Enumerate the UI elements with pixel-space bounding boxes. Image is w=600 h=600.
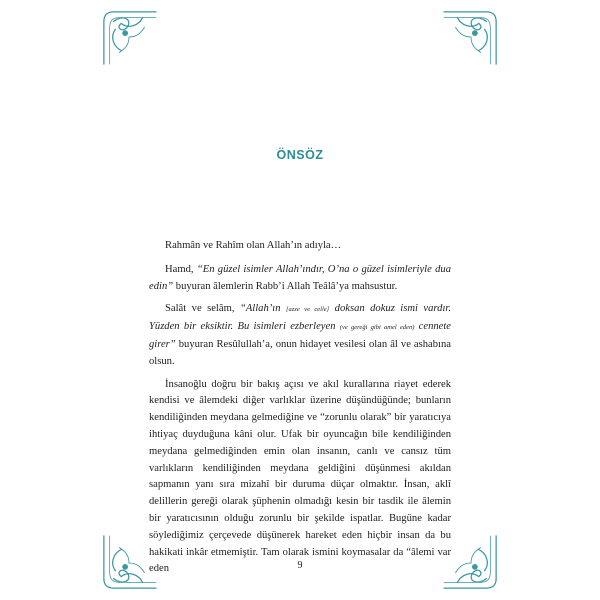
salat-quote-a: “Allah’ın xyxy=(239,303,287,315)
page-title: ÖNSÖZ xyxy=(276,148,324,162)
page-number: 9 xyxy=(297,560,303,571)
body-text xyxy=(149,238,451,584)
salat-quote-b: doksan dokuz ismi vardır. Yüzden bir eksiktir. Bu isimleri ezberleyen xyxy=(149,303,451,333)
hamd-lead: Hamd, xyxy=(165,263,197,275)
salat-honorific: [azze ve celle] xyxy=(286,306,330,314)
hamd-tail: buyuran âlemlerin Rabb’i Allah Teâlâ’ya mahsustur. xyxy=(173,280,398,292)
salat-aside: (ve gereği gibi amel eden) xyxy=(339,324,415,332)
salat-tail: buyuran Resûlullah’a, onun hidayet vesilesi olan âl ve ashabına olsun. xyxy=(149,338,451,367)
paragraph-hamd xyxy=(149,262,451,296)
hamd-quote: “En güzel isimler Allah’ındır, O’na o güzel isimleriyle dua edin” xyxy=(149,263,451,292)
paragraph-main: İnsanoğlu doğru bir bakış açısı ve akıl kurallarına riayet ederek kendisi ve âlemdeki diğer varlıklar üzerine düşündüğünde; bunların kendiliğinden meydana gelmediğine ve “zorunlu olarak” bir yaratıcıya ihtiyaç duyduğuna kâni olur. Ufak bir oyuncağın bile kendiliğinden meydana gelmediğinden emin olan insanın, canlı ve cansız tüm varlıkların kendiliğinden meydana geldiğini düşünmesi akıldan sapmanın yanı sıra mizahî bir duruma düçar olmaktır. İnsan, aklî delillerin gereği olarak şüphenin olmadığı kesin bir tasdik ile âlemin bir yaratıcısının olduğu zorunlu bir şekilde ispatlar. Bugüne kadar söylediğimiz çerçevede düşünerek hareket eden hiçbir insan da bu hakikati inkâr etmemiştir. Tam olarak ismini koymasalar da “âlemi var eden xyxy=(149,378,451,575)
corner-ornament-top-right-icon xyxy=(442,8,500,66)
salat-lead: Salât ve selâm, xyxy=(165,303,240,315)
paragraph-salat xyxy=(149,301,451,370)
corner-ornament-top-left-icon xyxy=(100,8,158,66)
salat-quote-c: cennete girer” xyxy=(149,321,452,350)
paragraph-basmala: Rahmân ve Rahîm olan Allah’ın adıyla… xyxy=(165,240,342,251)
